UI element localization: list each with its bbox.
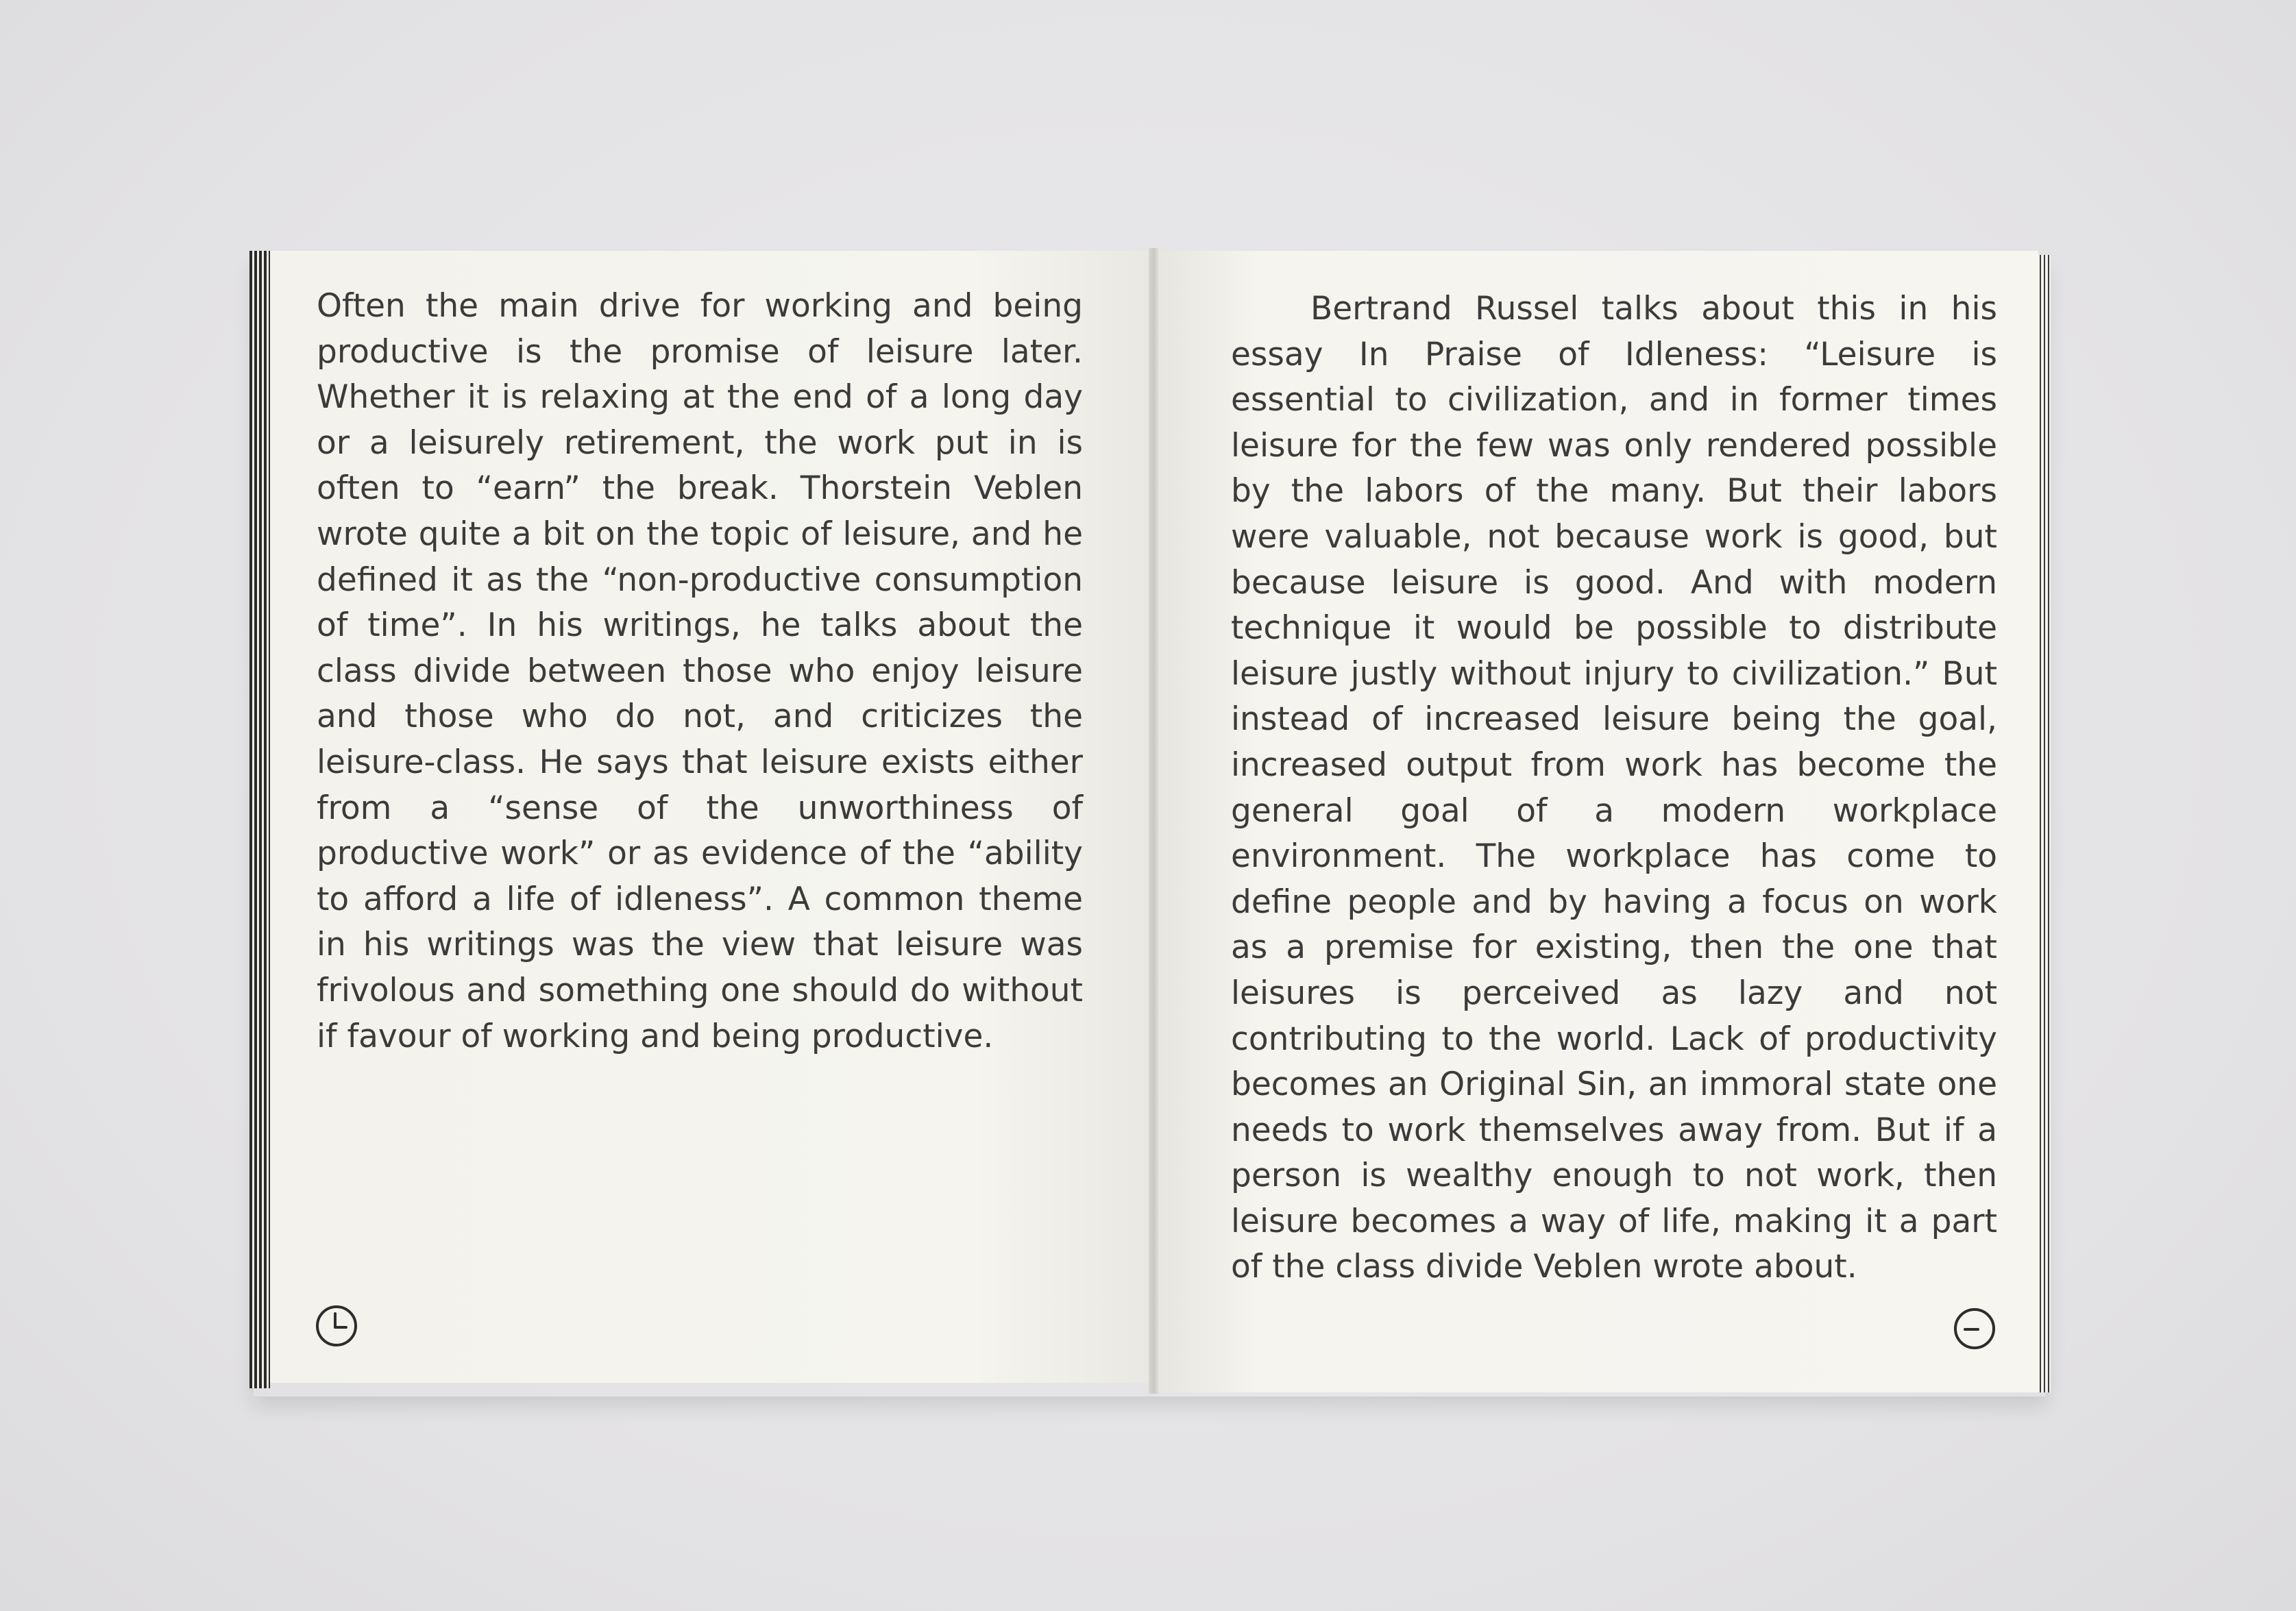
left-page-body-text: Often the main drive for working and being productive is the promise of leisure later. Whether it is relaxing at the end of a long day or a leisurely retirement, the work put in is often to “earn” the break. Thorstein Veblen wrote quite a bit on the topic of leisure, and he defined it as the “non-productive consumption of time”. In his writings, he talks about the class divide between those who enjoy leisure and those who do not, and criticizes the leisure-class. He says that leisure exists either from a “sense of the unworthiness of productive work” or as evidence of the “ability to afford a life of idleness”. A common theme in his writings was the view that leisure was frivolous and something one should do without if favour of working and being productive. (317, 287, 1083, 1055)
clock-quarter-past-icon (315, 1305, 358, 1347)
right-page-edges (2037, 255, 2051, 1392)
right-page-body-text: Bertrand Russel talks about this in his essay In Praise of Idleness: “Leisure is essential to civilization, and in former times leisure for the few was only rendered possible by the labors of the many. But their labors were valuable, not because work is good, but because leisure is good. And with modern technique it would be possible to distribute leisure justly without injury to civilization.” But instead of increased leisure being the goal, increased output from work has become the general goal of a modern workplace environment. The workplace has come to define people and by having a focus on work as a premise for existing, then the one that leisures is perceived as lazy and not contributing to the world. Lack of productivity becomes an Original Sin, an immoral state one needs to work themselves away from. But if a person is wealthy enough to not work, then leisure becomes a way of life, making it a part of the class divide Veblen wrote about. (1231, 290, 1997, 1286)
left-page-edges (249, 251, 270, 1388)
book-gutter (1149, 248, 1158, 1394)
clock-quarter-to-icon (1953, 1307, 1996, 1350)
